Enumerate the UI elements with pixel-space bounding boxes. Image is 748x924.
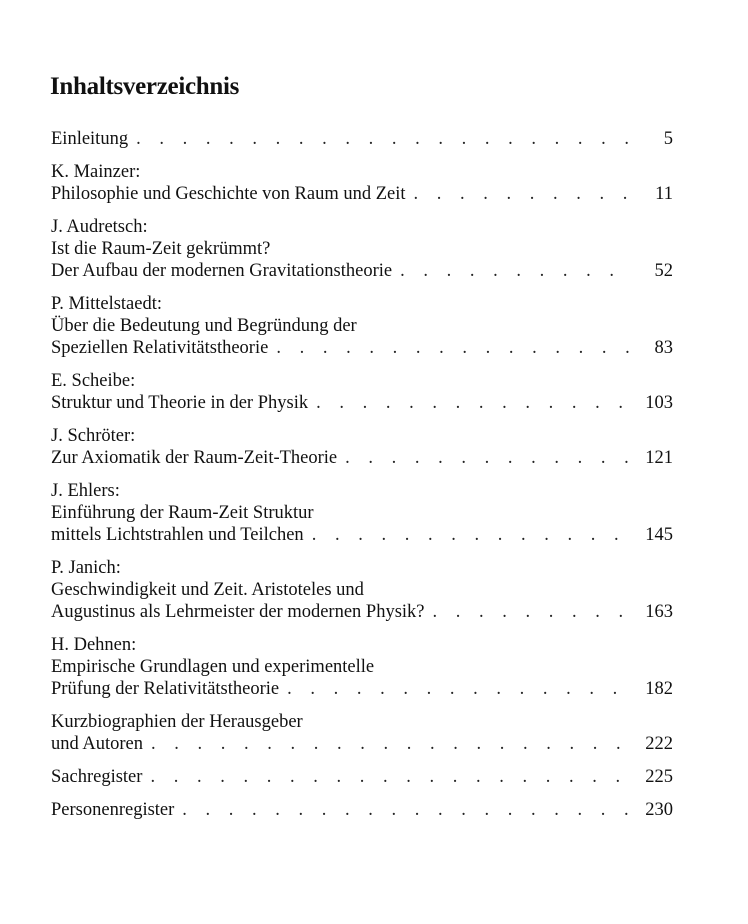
toc-entry-author: J. Ehlers:: [51, 481, 120, 501]
dot-leader: [150, 766, 633, 788]
toc-entry: [51, 425, 673, 469]
toc-entry-author: P. Janich:: [51, 558, 121, 578]
dot-leader: [287, 678, 633, 700]
dot-leader: [433, 601, 633, 623]
toc-entry-leader-line: [51, 392, 673, 414]
toc-entry-leader-line: [51, 128, 673, 150]
toc-entry-leader-line: [51, 799, 673, 821]
toc-entry-leader-line: [51, 733, 673, 755]
toc-entry-leader-line: [51, 260, 673, 282]
toc-entry-page-number: 5: [663, 129, 673, 149]
toc-entry-title: Der Aufbau der modernen Gravitationstheorie: [51, 261, 393, 281]
toc-entry-leader-line: [51, 337, 673, 359]
toc-entry-page-number: 11: [655, 184, 673, 204]
dot-leader: [312, 524, 633, 546]
toc-entry-page-number: 103: [645, 393, 673, 413]
toc-entry-page-number: 222: [645, 734, 673, 754]
toc-entry-author: J. Schröter:: [51, 426, 136, 446]
toc-entry: [51, 480, 673, 546]
toc-entry: [51, 370, 673, 414]
toc-entry-page-number: 121: [645, 448, 673, 468]
toc-entry: [51, 766, 673, 788]
toc-entry-title: Augustinus als Lehrmeister der modernen Physik?: [51, 602, 425, 622]
dot-leader: [276, 337, 633, 359]
toc-entry: [51, 799, 673, 821]
toc-entry-leader-line: [51, 766, 673, 788]
toc-entry-title: Sachregister: [51, 767, 143, 787]
toc-entry: [51, 216, 673, 282]
toc-entry-leader-line: [51, 678, 673, 700]
toc-entry-title: und Autoren: [51, 734, 143, 754]
toc-entry-author: K. Mainzer:: [51, 162, 141, 182]
toc-entry-title: Prüfung der Relativitätstheorie: [51, 679, 280, 699]
toc-entry-title: Personenregister: [51, 800, 175, 820]
toc-entry-title: mittels Lichtstrahlen und Teilchen: [51, 525, 304, 545]
toc-entry-leader-line: [51, 524, 673, 546]
toc-entry-title-line: Einführung der Raum-Zeit Struktur: [51, 503, 314, 523]
toc-entry-page-number: 83: [654, 338, 673, 358]
toc-entry-title-line: Ist die Raum-Zeit gekrümmt?: [51, 239, 271, 259]
toc-entry-page-number: 145: [645, 525, 673, 545]
dot-leader: [400, 260, 633, 282]
toc-entry-leader-line: [51, 183, 673, 205]
toc-entry: [51, 161, 673, 205]
dot-leader: [316, 392, 633, 414]
dot-leader: [414, 183, 633, 205]
toc-entry-leader-line: [51, 601, 673, 623]
toc-entry-page-number: 52: [654, 261, 673, 281]
table-of-contents: [51, 128, 673, 832]
toc-entry-author: E. Scheibe:: [51, 371, 136, 391]
toc-entry-author: J. Audretsch:: [51, 217, 148, 237]
toc-entry: [51, 293, 673, 359]
toc-entry: [51, 634, 673, 700]
toc-entry-title: Zur Axiomatik der Raum-Zeit-Theorie: [51, 448, 338, 468]
toc-entry-page-number: 182: [645, 679, 673, 699]
toc-entry-page-number: 163: [645, 602, 673, 622]
toc-entry-page-number: 230: [645, 800, 673, 820]
toc-entry: [51, 128, 673, 150]
toc-entry-title: Einleitung: [51, 129, 129, 149]
dot-leader: [345, 447, 633, 469]
toc-entry-page-number: 225: [645, 767, 673, 787]
toc-entry-leader-line: [51, 447, 673, 469]
toc-entry-author: H. Dehnen:: [51, 635, 137, 655]
dot-leader: [151, 733, 633, 755]
toc-entry-title-line: Empirische Grundlagen und experimentelle: [51, 657, 375, 677]
toc-entry-title: Philosophie und Geschichte von Raum und Zeit: [51, 184, 406, 204]
dot-leader: [136, 128, 633, 150]
toc-entry-title-line: Kurzbiographien der Herausgeber: [51, 712, 303, 732]
toc-entry-title-line: Geschwindigkeit und Zeit. Aristoteles und: [51, 580, 364, 600]
toc-entry: [51, 557, 673, 623]
page-title: Inhaltsverzeichnis: [50, 73, 240, 100]
dot-leader: [182, 799, 633, 821]
toc-entry-title-line: Über die Bedeutung und Begründung der: [51, 316, 357, 336]
toc-entry-title: Struktur und Theorie in der Physik: [51, 393, 309, 413]
toc-entry-author: P. Mittelstaedt:: [51, 294, 162, 314]
toc-entry-title: Speziellen Relativitätstheorie: [51, 338, 269, 358]
toc-entry: [51, 711, 673, 755]
